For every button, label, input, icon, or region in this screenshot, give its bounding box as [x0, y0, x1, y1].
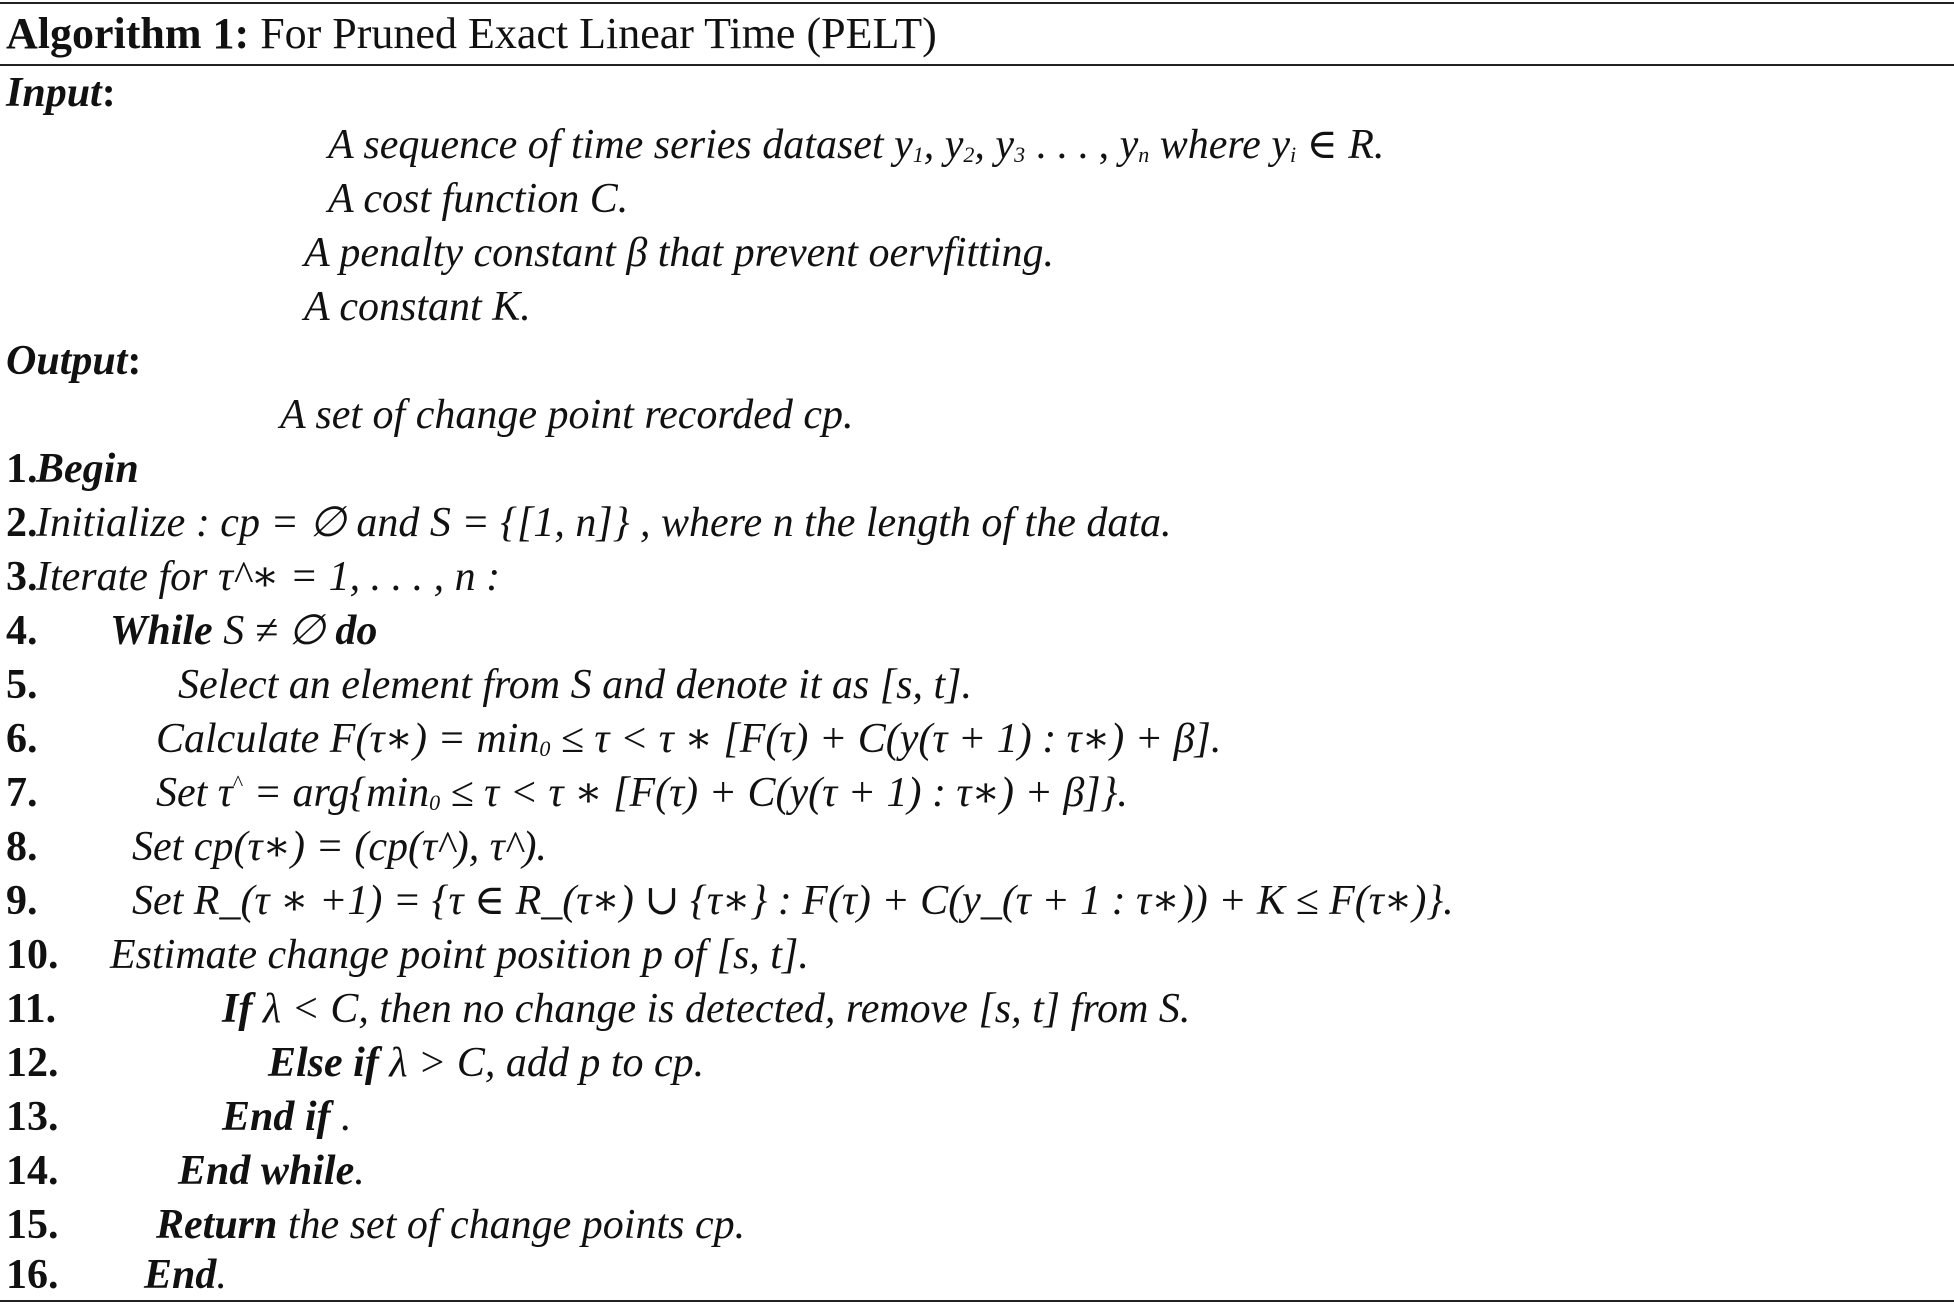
input-heading: Input: [6, 70, 116, 116]
input-line-1: A sequence of time series dataset $y_1$, $y_2$, $y_3$ . . . , $y_n$ where $y_i$ ∈ R. [328, 122, 1385, 168]
algorithm-title [6, 6, 937, 62]
output-line-1: A set of change point recorded cp. [280, 392, 854, 438]
top-rule [0, 2, 1954, 4]
input-line-4: A constant K. [304, 284, 531, 330]
algorithm-box: Algorithm 1: For Pruned Exact Linear Time (PELT) Input: A sequence of time series dataset $y_1$, $y_2$, $y_3$ . . . , $y_n$ where $y_i$ ∈ R. A cost function C. A penalty constant β that prevent oervfitting. A constant K. Output: A set of change point recorded cp. 1. Begin 2. Initialize : cp = ∅ and S = {[1, n]} , where n the length of the data. 3. Iterate for τ^∗ = 1, . . . , n : 4. While S ≠ ∅ do 5. Select an element from S and denote it as [s, t]. 6. Calculate F(τ∗) = $\min_0 \le \tau < \tau$ ∗ [F(τ) + C(y(τ + 1) : τ∗) + β]. 7. Set $\tau^{\^{}} = arg\{\min_0 \le \tau < \tau$ ∗ [F(τ) + C(y(τ + 1) : τ∗) + β]}. 8. Set cp(τ∗) = (cp(τ^), τ^). 9. Set R_(τ ∗ +1) = {τ ∈ R_(τ∗) ∪ {τ∗} : F(τ) + C(y_(τ + 1 : τ∗)) + K ≤ F(τ∗)}. 10. Estimate change point position p of [s, t]. 11. If λ < C, then no change is detected, remove [s, t] from S. 12. Else if λ > C, add p to cp. 13. End if . 14. End while. 15. Return the set of change points cp. 16. End. [0, 0, 1954, 1304]
output-label: Output [6, 338, 128, 384]
header-rule [0, 64, 1954, 66]
input-line-2: A cost function C. [328, 176, 629, 222]
algorithm-name: For Pruned Exact Linear Time (PELT) [260, 9, 937, 58]
algorithm-label: Algorithm 1: [6, 9, 250, 58]
input-line-3: A penalty constant β that prevent oervfitting. [304, 230, 1054, 276]
bottom-rule [0, 1300, 1954, 1302]
input-label: Input [6, 70, 102, 116]
output-heading: Output: [6, 338, 142, 384]
